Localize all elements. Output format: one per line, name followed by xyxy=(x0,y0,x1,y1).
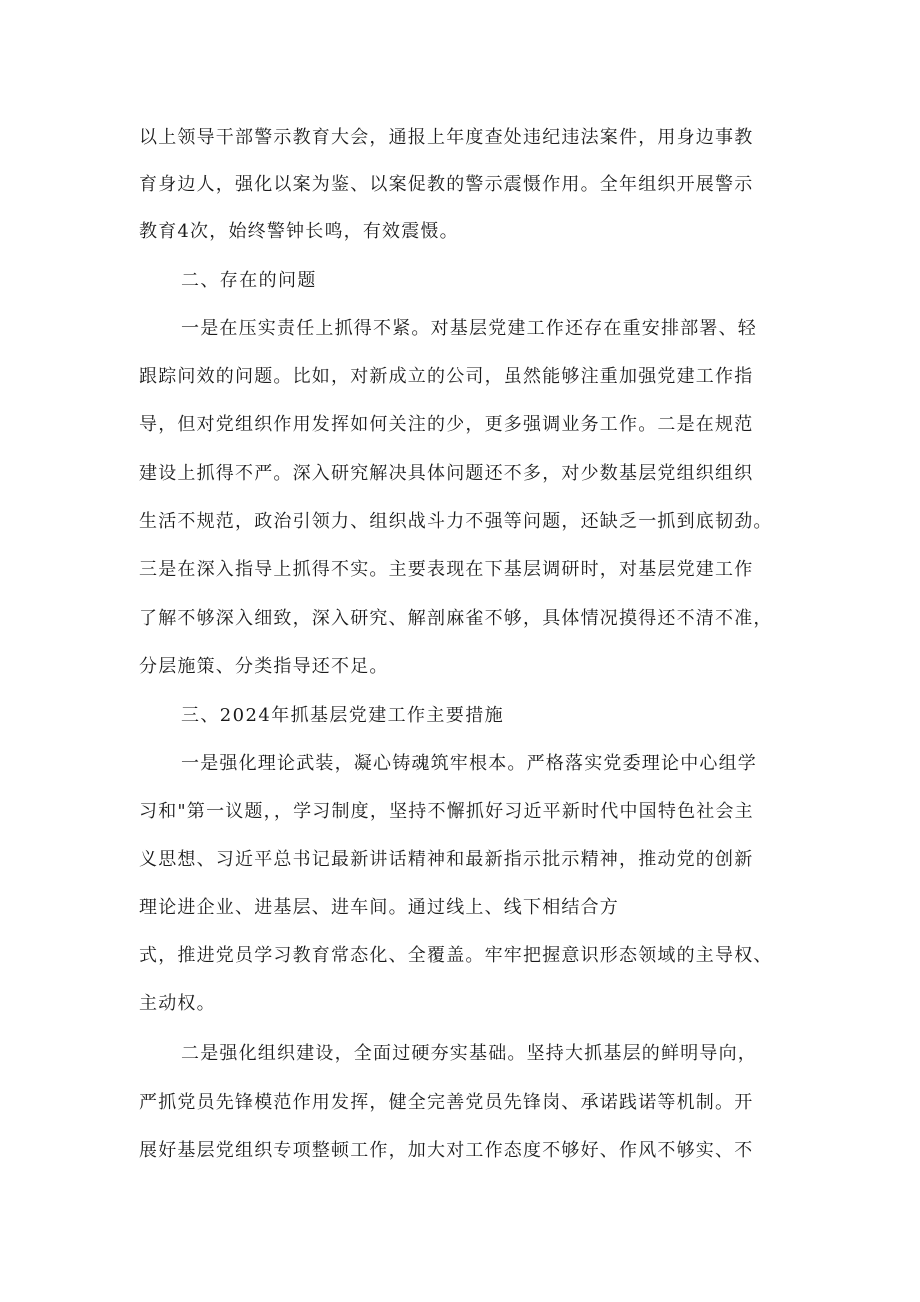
text-line: 生活不规范，政治引领力、组织战斗力不强等问题，还缺乏一抓到底韧劲。 xyxy=(139,511,773,532)
text-line: 习和"第一议题，，学习制度，坚持不懈抓好习近平新时代中国特色社会主 xyxy=(139,801,754,822)
text-line: 严抓党员先锋模范作用发挥，健全完善党员先锋岗、承诺践诺等机制。开 xyxy=(139,1092,754,1113)
text-line: 了解不够深入细致，深入研究、解剖麻雀不够，具体情况摸得还不清不准， xyxy=(139,608,773,629)
text-line: 教育4次，始终警钟长鸣，有效震慑。 xyxy=(139,221,459,242)
text-line: 三是在深入指导上抓得不实。主要表现在下基层调研时，对基层党建工作 xyxy=(139,559,754,580)
text-line: 展好基层党组织专项整顿工作，加大对工作态度不够好、作风不够实、不 xyxy=(139,1140,754,1161)
text-line: 主动权。 xyxy=(139,993,216,1014)
section-heading: 二、存在的问题 xyxy=(181,270,317,291)
paragraph-first-line: 一是在压实责任上抓得不紧。对基层党建工作还存在重安排部署、轻 xyxy=(181,318,757,339)
text-line: 育身边人，强化以案为鉴、以案促教的警示震慑作用。全年组织开展警示 xyxy=(139,174,754,195)
section-heading: 三、2024年抓基层党建工作主要措施 xyxy=(181,705,505,726)
text-line: 跟踪问效的问题。比如，对新成立的公司，虽然能够注重加强党建工作指 xyxy=(139,366,754,387)
text-line: 导，但对党组织作用发挥如何关注的少，更多强调业务工作。二是在规范 xyxy=(139,414,754,435)
paragraph-first-line: 一是强化理论武装，凝心铸魂筑牢根本。严格落实党委理论中心组学 xyxy=(181,753,757,774)
text-line: 以上领导干部警示教育大会，通报上年度查处违纪违法案件，用身边事教 xyxy=(139,127,754,148)
paragraph-first-line: 二是强化组织建设，全面过硬夯实基础。坚持大抓基层的鲜明导向， xyxy=(181,1043,757,1064)
text-line: 义思想、习近平总书记最新讲话精神和最新指示批示精神，推动党的创新 xyxy=(139,849,754,870)
text-line: 理论进企业、进基层、进车间。通过线上、线下相结合方 xyxy=(139,897,619,918)
text-line: 建设上抓得不严。深入研究解决具体问题还不多，对少数基层党组织组织 xyxy=(139,463,754,484)
text-line: 式，推进党员学习教育常态化、全覆盖。牢牢把握意识形态领域的主导权、 xyxy=(139,945,773,966)
text-line: 分层施策、分类指导还不足。 xyxy=(139,656,389,677)
